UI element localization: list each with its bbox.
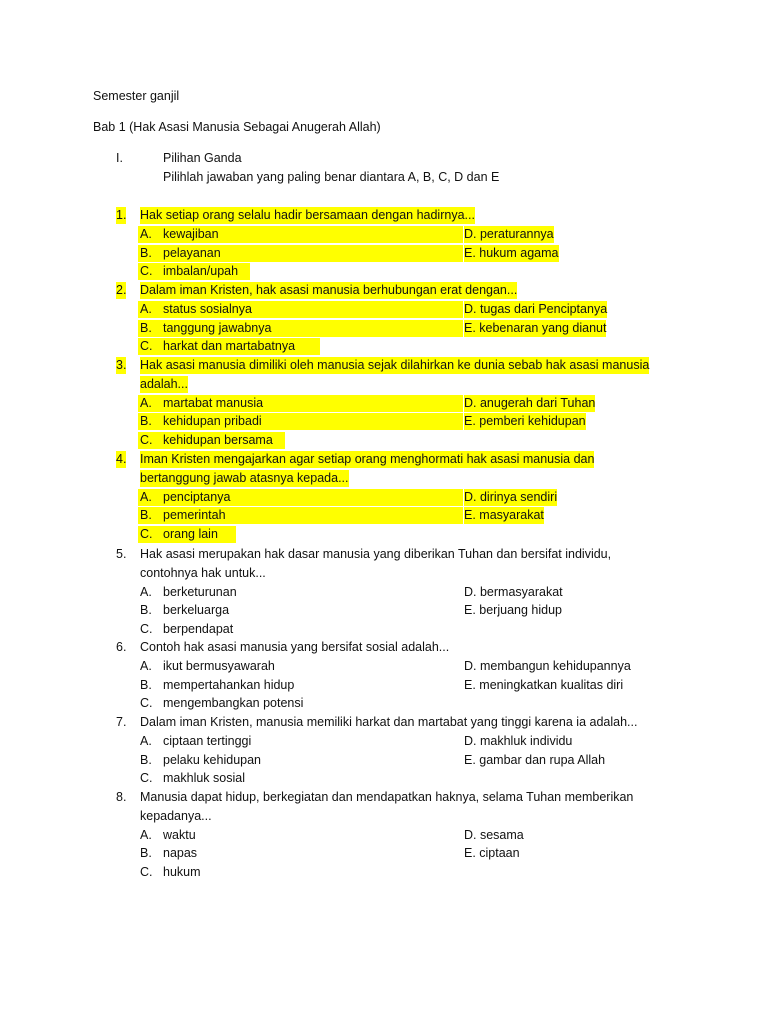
option-letter-b: B. xyxy=(140,603,152,618)
question-text: kepadanya... xyxy=(140,808,212,823)
option-c[interactable]: orang lain xyxy=(163,527,218,542)
option-letter-b: B. xyxy=(140,320,152,335)
question-number: 1. xyxy=(116,208,127,222)
option-a[interactable]: martabat manusia xyxy=(163,395,264,410)
option-e[interactable]: E. kebenaran yang dianut xyxy=(464,320,607,335)
question-number: 6. xyxy=(116,640,127,654)
section-roman: I. xyxy=(116,151,123,165)
option-letter-a: A. xyxy=(140,733,152,748)
option-letter-b: B. xyxy=(140,677,152,692)
option-letter-b: B. xyxy=(140,245,152,260)
option-letter-c: C. xyxy=(140,696,153,711)
option-letter-a: A. xyxy=(140,226,152,241)
question-text: contohnya hak untuk... xyxy=(140,565,266,580)
option-e[interactable]: E. masyarakat xyxy=(464,508,544,523)
question-text: Iman Kristen mengajarkan agar setiap orang menghormati hak asasi manusia dan xyxy=(140,452,595,466)
option-c[interactable]: kehidupan bersama xyxy=(163,433,273,448)
option-letter-a: A. xyxy=(140,489,152,504)
option-d[interactable]: D. bermasyarakat xyxy=(464,584,563,599)
option-letter-c: C. xyxy=(140,771,153,786)
question-text: Hak asasi merupakan hak dasar manusia yang diberikan Tuhan dan bersifat individu, xyxy=(140,547,612,561)
option-c[interactable]: imbalan/upah xyxy=(163,264,239,279)
option-c[interactable]: hukum xyxy=(163,865,201,880)
option-b[interactable]: pelaku kehidupan xyxy=(163,752,261,767)
option-e[interactable]: E. ciptaan xyxy=(464,846,520,861)
option-d[interactable]: D. tugas dari Penciptanya xyxy=(464,301,608,316)
option-a[interactable]: ciptaan tertinggi xyxy=(163,733,252,748)
section-instruction: Pilihlah jawaban yang paling benar diantara A, B, C, D dan E xyxy=(163,170,500,184)
option-e[interactable]: E. pemberi kehidupan xyxy=(464,414,586,429)
option-letter-b: B. xyxy=(140,414,152,429)
option-c[interactable]: harkat dan martabatnya xyxy=(163,339,296,354)
option-d[interactable]: D. peraturannya xyxy=(464,226,554,241)
semester-label: Semester ganjil xyxy=(93,89,180,103)
option-a[interactable]: status sosialnya xyxy=(163,301,252,316)
option-letter-c: C. xyxy=(140,527,153,542)
option-letter-a: A. xyxy=(140,301,152,316)
option-b[interactable]: mempertahankan hidup xyxy=(163,677,295,692)
option-b[interactable]: berkeluarga xyxy=(163,603,230,618)
section-title: Pilihan Ganda xyxy=(163,151,242,165)
question-number: 5. xyxy=(116,547,127,561)
option-e[interactable]: E. gambar dan rupa Allah xyxy=(464,752,606,767)
option-letter-b: B. xyxy=(140,846,152,861)
option-b[interactable]: pemerintah xyxy=(163,508,226,523)
option-letter-a: A. xyxy=(140,658,152,673)
question-number: 8. xyxy=(116,790,127,804)
question-text: Manusia dapat hidup, berkegiatan dan mendapatkan haknya, selama Tuhan memberikan xyxy=(140,790,634,804)
option-b[interactable]: pelayanan xyxy=(163,245,221,260)
option-a[interactable]: penciptanya xyxy=(163,489,231,504)
option-letter-c: C. xyxy=(140,865,153,880)
question-text: Hak asasi manusia dimiliki oleh manusia sejak dilahirkan ke dunia sebab hak asasi manusia xyxy=(140,358,650,372)
option-d[interactable]: D. sesama xyxy=(464,827,524,842)
option-letter-b: B. xyxy=(140,752,152,767)
option-b[interactable]: napas xyxy=(163,846,198,861)
question-text: Dalam iman Kristen, manusia memiliki harkat dan martabat yang tinggi karena ia adalah... xyxy=(140,715,638,729)
chapter-title: Bab 1 (Hak Asasi Manusia Sebagai Anugerah Allah) xyxy=(93,120,381,134)
option-b[interactable]: tanggung jawabnya xyxy=(163,320,272,335)
option-letter-b: B. xyxy=(140,508,152,523)
question-number: 2. xyxy=(116,283,127,297)
option-e[interactable]: E. meningkatkan kualitas diri xyxy=(464,677,624,692)
option-a[interactable]: kewajiban xyxy=(163,226,219,241)
question-text: Dalam iman Kristen, hak asasi manusia berhubungan erat dengan... xyxy=(140,283,518,297)
option-e[interactable]: E. hukum agama xyxy=(464,245,559,260)
option-a[interactable]: waktu xyxy=(163,827,196,842)
option-c[interactable]: mengembangkan potensi xyxy=(163,696,304,711)
option-letter-a: A. xyxy=(140,827,152,842)
option-letter-c: C. xyxy=(140,622,153,637)
option-a[interactable]: berketurunan xyxy=(163,584,237,599)
question-text: bertanggung jawab atasnya kepada... xyxy=(140,470,349,485)
option-letter-a: A. xyxy=(140,395,152,410)
option-c[interactable]: makhluk sosial xyxy=(163,771,245,786)
option-letter-c: C. xyxy=(140,264,153,279)
option-d[interactable]: D. dirinya sendiri xyxy=(464,489,558,504)
question-number: 3. xyxy=(116,358,127,372)
option-letter-c: C. xyxy=(140,339,153,354)
question-number: 4. xyxy=(116,452,127,466)
option-letter-a: A. xyxy=(140,584,152,599)
option-d[interactable]: D. membangun kehidupannya xyxy=(464,658,631,673)
question-text: Hak setiap orang selalu hadir bersamaan dengan hadirnya... xyxy=(140,208,475,222)
option-letter-c: C. xyxy=(140,433,153,448)
option-c[interactable]: berpendapat xyxy=(163,622,234,637)
question-text: adalah... xyxy=(140,376,188,391)
option-b[interactable]: kehidupan pribadi xyxy=(163,414,262,429)
option-e[interactable]: E. berjuang hidup xyxy=(464,603,562,618)
option-a[interactable]: ikut bermusyawarah xyxy=(163,658,275,673)
option-d[interactable]: D. anugerah dari Tuhan xyxy=(464,395,596,410)
question-text: Contoh hak asasi manusia yang bersifat sosial adalah... xyxy=(140,640,450,654)
question-number: 7. xyxy=(116,715,127,729)
option-d[interactable]: D. makhluk individu xyxy=(464,733,573,748)
